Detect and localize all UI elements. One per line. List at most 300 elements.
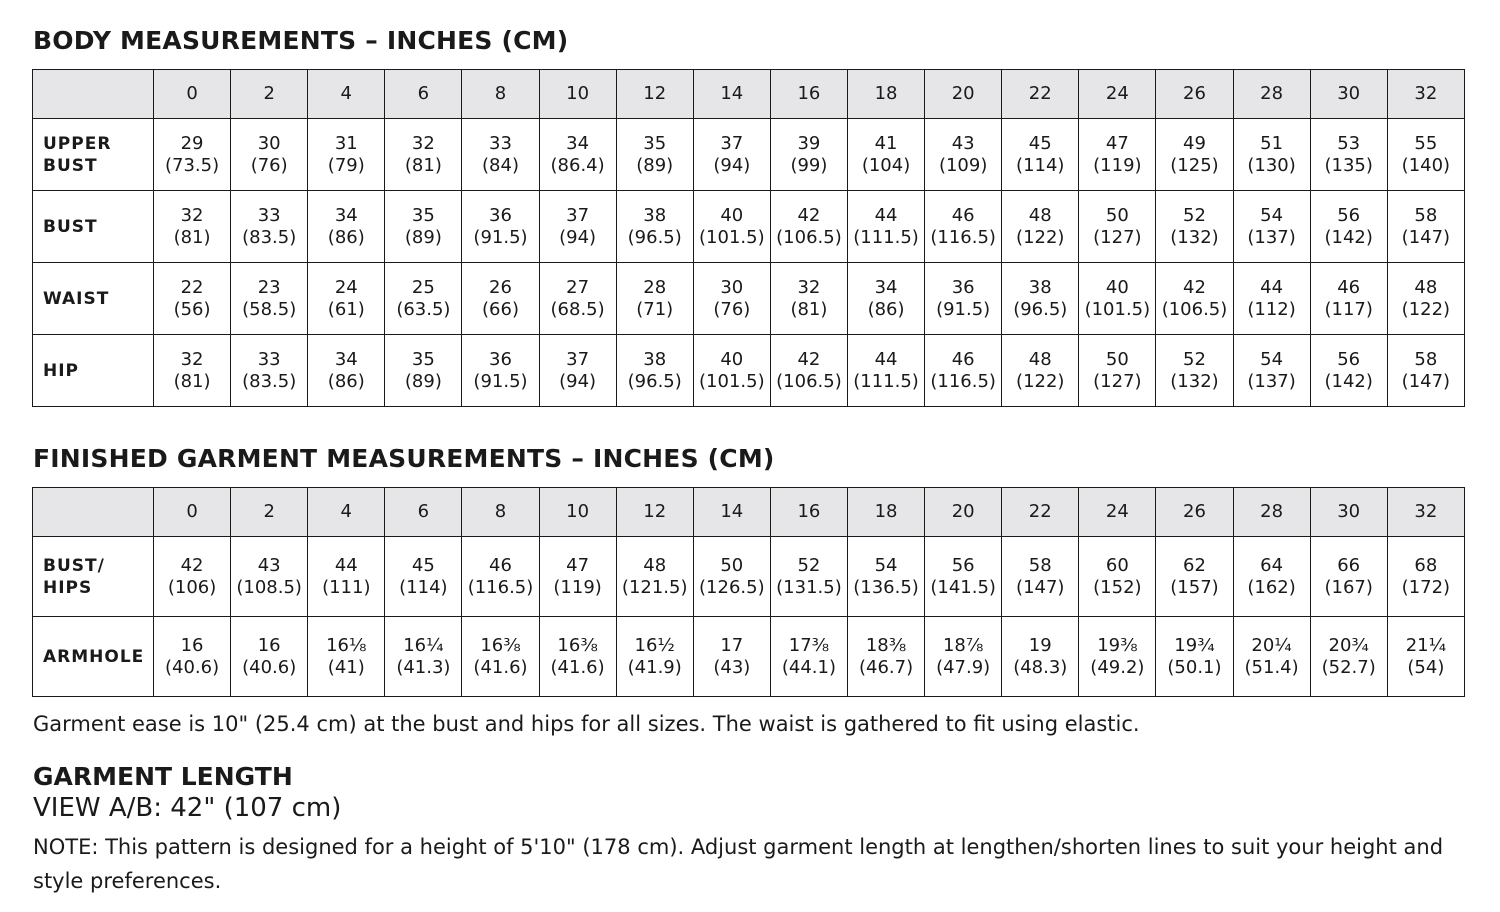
cm-value: (132) — [1170, 370, 1219, 392]
cm-value: (142) — [1324, 226, 1373, 248]
inches-value: 37 — [720, 132, 744, 154]
size-header-14: 14 — [693, 488, 770, 537]
cm-value: (81) — [790, 298, 828, 320]
measurement-cell — [693, 263, 770, 335]
size-header-8: 8 — [462, 488, 539, 537]
size-header-18: 18 — [847, 70, 924, 119]
inches-value: 16⅜ — [480, 634, 521, 656]
cm-value: (94) — [713, 154, 751, 176]
size-header-row — [33, 488, 1465, 537]
inches-value: 18⅜ — [865, 634, 907, 656]
cm-value: (96.5) — [1013, 298, 1068, 320]
inches-value: 30 — [720, 276, 744, 298]
cm-value: (114) — [399, 576, 448, 598]
measurement-cell — [693, 335, 770, 407]
inches-value: 50 — [720, 554, 744, 576]
cm-value: (104) — [861, 154, 911, 176]
measurement-cell — [154, 191, 231, 263]
body-measurements-table — [32, 69, 1465, 407]
inches-value: 16⅜ — [557, 634, 598, 656]
inches-value: 16½ — [634, 634, 675, 656]
inches-value: 32 — [797, 276, 821, 298]
size-header-10: 10 — [539, 488, 616, 537]
cm-value: (56) — [173, 298, 211, 320]
measurement-cell — [154, 119, 231, 191]
cm-value: (58.5) — [242, 298, 297, 320]
cm-value: (76) — [250, 154, 288, 176]
row-label-line: ARMHOLE — [43, 646, 145, 667]
inches-value: 54 — [1260, 348, 1284, 370]
cm-value: (50.1) — [1167, 656, 1222, 678]
cm-value: (119) — [1093, 154, 1142, 176]
row-label-line: BUST — [43, 216, 98, 237]
cm-value: (81) — [173, 370, 211, 392]
measurement-cell — [1387, 191, 1464, 263]
cm-value: (86.4) — [550, 154, 605, 176]
inches-value: 53 — [1337, 132, 1361, 154]
measurement-cell — [462, 119, 539, 191]
measurement-cell — [925, 537, 1002, 617]
measurement-cell — [1079, 263, 1156, 335]
cm-value: (137) — [1247, 226, 1296, 248]
measurement-cell — [770, 191, 847, 263]
cm-value: (40.6) — [164, 656, 220, 678]
cm-value: (52.7) — [1321, 656, 1376, 678]
table-row — [33, 191, 1465, 263]
measurement-cell — [154, 335, 231, 407]
corner-cell — [33, 70, 154, 119]
inches-value: 50 — [1105, 204, 1129, 226]
inches-value: 34 — [334, 204, 358, 226]
inches-value: 34 — [874, 276, 898, 298]
inches-value: 18⅞ — [942, 634, 984, 656]
inches-value: 48 — [1414, 276, 1438, 298]
size-header-20: 20 — [925, 70, 1002, 119]
inches-value: 42 — [180, 554, 204, 576]
measurement-cell — [539, 263, 616, 335]
cm-value: (109) — [938, 154, 988, 176]
measurement-cell — [1079, 617, 1156, 697]
garment-length-title: GARMENT LENGTH — [33, 762, 293, 791]
table-row — [33, 263, 1465, 335]
measurement-cell — [1310, 617, 1387, 697]
inches-value: 19¾ — [1174, 634, 1215, 656]
size-header-6: 6 — [385, 488, 462, 537]
inches-value: 37 — [566, 204, 590, 226]
cm-value: (137) — [1247, 370, 1296, 392]
row-label-line: WAIST — [43, 288, 110, 309]
measurement-cell — [1002, 537, 1079, 617]
measurement-cell — [231, 263, 308, 335]
cm-value: (96.5) — [627, 370, 682, 392]
inches-value: 62 — [1183, 554, 1206, 576]
cm-value: (111.5) — [853, 370, 919, 392]
cm-value: (79) — [327, 154, 365, 176]
body-measurements-title: BODY MEASUREMENTS – INCHES (CM) — [33, 26, 569, 55]
inches-value: 19 — [1028, 634, 1052, 656]
measurement-cell — [770, 263, 847, 335]
inches-value: 33 — [257, 348, 281, 370]
inches-value: 50 — [1105, 348, 1129, 370]
measurement-cell — [925, 335, 1002, 407]
measurement-cell — [1156, 263, 1233, 335]
garment-length-view: VIEW A/B: 42" (107 cm) — [33, 793, 342, 823]
measurement-cell — [385, 263, 462, 335]
cm-value: (116.5) — [930, 370, 996, 392]
cm-value: (122) — [1016, 226, 1065, 248]
measurement-cell — [1233, 263, 1310, 335]
cm-value: (51.4) — [1244, 656, 1299, 678]
inches-value: 16 — [257, 634, 281, 656]
row-label-line: BUST — [43, 155, 98, 176]
measurement-cell — [1387, 537, 1464, 617]
measurement-cell — [1156, 537, 1233, 617]
measurement-cell — [462, 191, 539, 263]
cm-value: (130) — [1247, 154, 1296, 176]
cm-value: (91.5) — [473, 226, 528, 248]
cm-value: (116.5) — [930, 226, 996, 248]
measurement-cell — [154, 263, 231, 335]
measurement-cell — [1002, 617, 1079, 697]
cm-value: (41.3) — [396, 656, 451, 678]
inches-value: 42 — [1183, 276, 1206, 298]
cm-value: (86) — [867, 298, 905, 320]
inches-value: 64 — [1260, 554, 1284, 576]
measurement-cell — [1002, 263, 1079, 335]
size-header-2: 2 — [231, 488, 308, 537]
inches-value: 39 — [797, 132, 821, 154]
measurement-cell — [154, 537, 231, 617]
table-row — [33, 537, 1465, 617]
measurement-cell — [847, 191, 924, 263]
measurement-cell — [385, 335, 462, 407]
cm-value: (40.6) — [242, 656, 297, 678]
inches-value: 29 — [180, 132, 204, 154]
garment-measurements-title: FINISHED GARMENT MEASUREMENTS – INCHES (CM) — [33, 444, 775, 473]
measurement-cell — [462, 335, 539, 407]
table-row — [33, 335, 1465, 407]
measurement-cell — [1233, 191, 1310, 263]
inches-value: 52 — [1183, 204, 1206, 226]
inches-value: 20¼ — [1251, 634, 1292, 656]
size-header-22: 22 — [1002, 488, 1079, 537]
inches-value: 19⅜ — [1097, 634, 1138, 656]
cm-value: (41.6) — [473, 656, 528, 678]
measurement-cell — [925, 263, 1002, 335]
measurement-cell — [1156, 617, 1233, 697]
cm-value: (111.5) — [853, 226, 919, 248]
cm-value: (116.5) — [467, 576, 534, 598]
inches-value: 49 — [1183, 132, 1206, 154]
cm-value: (142) — [1324, 370, 1373, 392]
inches-value: 44 — [874, 204, 898, 226]
measurement-cell — [770, 537, 847, 617]
cm-value: (83.5) — [242, 370, 297, 392]
inches-value: 32 — [180, 348, 204, 370]
inches-value: 33 — [489, 132, 512, 154]
measurement-cell — [1002, 335, 1079, 407]
cm-value: (83.5) — [242, 226, 297, 248]
measurement-cell — [539, 335, 616, 407]
cm-value: (61) — [327, 298, 365, 320]
inches-value: 16⅛ — [326, 634, 367, 656]
cm-value: (48.3) — [1013, 656, 1068, 678]
measurement-cell — [539, 119, 616, 191]
inches-value: 22 — [180, 276, 204, 298]
measurement-cell — [847, 617, 924, 697]
cm-value: (94) — [559, 370, 597, 392]
cm-value: (106.5) — [776, 226, 842, 248]
ease-note: Garment ease is 10" (25.4 cm) at the bust and hips for all sizes. The waist is gathered to fit using elastic. — [33, 712, 1140, 736]
measurement-cell — [1310, 335, 1387, 407]
garment-length-note: NOTE: This pattern is designed for a height of 5'10" (178 cm). Adjust garment length at lengthen/shorten lines to suit your height and style preferences. — [33, 835, 1444, 893]
inches-value: 33 — [257, 204, 281, 226]
measurement-cell — [1156, 119, 1233, 191]
cm-value: (112) — [1247, 298, 1296, 320]
measurement-cell — [308, 335, 385, 407]
cm-value: (43) — [713, 656, 751, 678]
inches-value: 38 — [643, 204, 667, 226]
cm-value: (152) — [1093, 576, 1142, 598]
cm-value: (94) — [559, 226, 597, 248]
table-row — [33, 617, 1465, 697]
cm-value: (44.1) — [781, 656, 836, 678]
inches-value: 21¼ — [1405, 634, 1447, 656]
cm-value: (167) — [1324, 576, 1373, 598]
cm-value: (101.5) — [1084, 298, 1151, 320]
size-header-row — [33, 70, 1465, 119]
inches-value: 46 — [489, 554, 512, 576]
size-header-22: 22 — [1002, 70, 1079, 119]
cm-value: (54) — [1407, 656, 1445, 678]
inches-value: 43 — [951, 132, 975, 154]
size-header-24: 24 — [1079, 70, 1156, 119]
inches-value: 32 — [411, 132, 435, 154]
cm-value: (84) — [482, 154, 519, 176]
inches-value: 46 — [1337, 276, 1361, 298]
size-header-26: 26 — [1156, 488, 1233, 537]
cm-value: (41.9) — [627, 656, 682, 678]
measurement-cell — [770, 617, 847, 697]
measurement-cell — [1156, 191, 1233, 263]
inches-value: 58 — [1414, 348, 1438, 370]
cm-value: (89) — [636, 154, 674, 176]
measurement-cell — [308, 191, 385, 263]
cm-value: (49.2) — [1090, 656, 1145, 678]
measurement-cell — [1233, 617, 1310, 697]
size-header-10: 10 — [539, 70, 616, 119]
size-header-32: 32 — [1387, 70, 1464, 119]
size-header-30: 30 — [1310, 488, 1387, 537]
cm-value: (73.5) — [164, 154, 220, 176]
inches-value: 28 — [643, 276, 667, 298]
cm-value: (135) — [1324, 154, 1373, 176]
measurement-cell — [231, 537, 308, 617]
measurement-cell — [1079, 537, 1156, 617]
inches-value: 36 — [951, 276, 975, 298]
inches-value: 40 — [720, 204, 744, 226]
inches-value: 51 — [1260, 132, 1284, 154]
row-label — [33, 335, 154, 407]
size-header-18: 18 — [847, 488, 924, 537]
inches-value: 35 — [411, 348, 435, 370]
inches-value: 16¼ — [403, 634, 444, 656]
inches-value: 34 — [334, 348, 358, 370]
cm-value: (141.5) — [930, 576, 996, 598]
measurement-cell — [1233, 537, 1310, 617]
measurement-cell — [925, 617, 1002, 697]
measurement-cell — [693, 191, 770, 263]
measurement-cell — [231, 335, 308, 407]
inches-value: 27 — [566, 276, 590, 298]
size-header-16: 16 — [770, 70, 847, 119]
cm-value: (117) — [1324, 298, 1373, 320]
cm-value: (136.5) — [853, 576, 919, 598]
inches-value: 17⅜ — [788, 634, 830, 656]
measurement-cell — [1387, 119, 1464, 191]
cm-value: (41) — [327, 656, 365, 678]
size-header-2: 2 — [231, 70, 308, 119]
measurement-cell — [539, 617, 616, 697]
cm-value: (111) — [322, 576, 371, 598]
measurement-cell — [385, 617, 462, 697]
cm-value: (89) — [404, 226, 442, 248]
row-label — [33, 191, 154, 263]
cm-value: (47.9) — [936, 656, 991, 678]
inches-value: 68 — [1414, 554, 1438, 576]
measurement-cell — [1233, 335, 1310, 407]
inches-value: 46 — [951, 204, 975, 226]
inches-value: 17 — [720, 634, 744, 656]
cm-value: (68.5) — [550, 298, 605, 320]
inches-value: 40 — [1105, 276, 1129, 298]
cm-value: (132) — [1170, 226, 1219, 248]
measurement-cell — [308, 263, 385, 335]
size-header-16: 16 — [770, 488, 847, 537]
measurement-cell — [1002, 191, 1079, 263]
inches-value: 47 — [1105, 132, 1129, 154]
measurement-cell — [1310, 119, 1387, 191]
inches-value: 38 — [643, 348, 667, 370]
inches-value: 23 — [257, 276, 281, 298]
row-label — [33, 119, 154, 191]
measurement-cell — [462, 617, 539, 697]
measurement-cell — [308, 537, 385, 617]
inches-value: 48 — [1028, 348, 1052, 370]
cm-value: (147) — [1016, 576, 1065, 598]
inches-value: 56 — [1337, 348, 1361, 370]
corner-cell — [33, 488, 154, 537]
size-header-14: 14 — [693, 70, 770, 119]
inches-value: 24 — [334, 276, 358, 298]
inches-value: 20¾ — [1328, 634, 1369, 656]
inches-value: 47 — [566, 554, 590, 576]
cm-value: (63.5) — [396, 298, 451, 320]
cm-value: (86) — [327, 370, 365, 392]
inches-value: 35 — [411, 204, 435, 226]
cm-value: (106.5) — [776, 370, 842, 392]
inches-value: 52 — [797, 554, 821, 576]
measurement-cell — [693, 119, 770, 191]
measurement-cell — [770, 335, 847, 407]
measurement-cell — [231, 119, 308, 191]
inches-value: 41 — [874, 132, 898, 154]
cm-value: (131.5) — [776, 576, 842, 598]
row-label-line: HIPS — [43, 577, 93, 598]
cm-value: (99) — [790, 154, 828, 176]
inches-value: 32 — [180, 204, 204, 226]
inches-value: 16 — [180, 634, 204, 656]
cm-value: (121.5) — [621, 576, 688, 598]
inches-value: 42 — [797, 348, 821, 370]
inches-value: 45 — [1028, 132, 1052, 154]
size-header-12: 12 — [616, 70, 693, 119]
size-header-0: 0 — [154, 488, 231, 537]
measurement-cell — [1387, 617, 1464, 697]
cm-value: (172) — [1401, 576, 1451, 598]
measurement-cell — [616, 617, 693, 697]
cm-value: (41.6) — [550, 656, 605, 678]
row-label-line: HIP — [43, 360, 80, 381]
measurement-cell — [1387, 335, 1464, 407]
row-label-line: BUST/ — [43, 555, 105, 576]
cm-value: (126.5) — [699, 576, 765, 598]
cm-value: (106) — [167, 576, 217, 598]
inches-value: 48 — [1028, 204, 1052, 226]
size-header-4: 4 — [308, 488, 385, 537]
cm-value: (81) — [173, 226, 211, 248]
measurement-cell — [1310, 263, 1387, 335]
row-label — [33, 263, 154, 335]
measurement-cell — [925, 191, 1002, 263]
cm-value: (76) — [713, 298, 751, 320]
cm-value: (108.5) — [236, 576, 302, 598]
size-header-20: 20 — [925, 488, 1002, 537]
table-row — [33, 119, 1465, 191]
measurement-cell — [1310, 537, 1387, 617]
measurement-cell — [308, 119, 385, 191]
measurement-cell — [616, 263, 693, 335]
size-header-6: 6 — [385, 70, 462, 119]
garment-measurements-table — [32, 487, 1465, 697]
cm-value: (114) — [1016, 154, 1065, 176]
measurement-cell — [847, 119, 924, 191]
size-header-24: 24 — [1079, 488, 1156, 537]
cm-value: (157) — [1170, 576, 1219, 598]
row-label — [33, 537, 154, 617]
inches-value: 52 — [1183, 348, 1206, 370]
cm-value: (127) — [1093, 226, 1142, 248]
measurement-cell — [616, 537, 693, 617]
measurement-cell — [693, 537, 770, 617]
cm-value: (101.5) — [699, 370, 765, 392]
inches-value: 35 — [643, 132, 667, 154]
inches-value: 58 — [1414, 204, 1438, 226]
cm-value: (127) — [1093, 370, 1142, 392]
size-header-28: 28 — [1233, 488, 1310, 537]
size-header-30: 30 — [1310, 70, 1387, 119]
inches-value: 31 — [334, 132, 358, 154]
inches-value: 25 — [411, 276, 435, 298]
size-header-26: 26 — [1156, 70, 1233, 119]
size-header-12: 12 — [616, 488, 693, 537]
inches-value: 58 — [1028, 554, 1052, 576]
cm-value: (140) — [1401, 154, 1451, 176]
measurement-cell — [1079, 335, 1156, 407]
inches-value: 66 — [1337, 554, 1361, 576]
cm-value: (91.5) — [473, 370, 528, 392]
cm-value: (162) — [1247, 576, 1296, 598]
